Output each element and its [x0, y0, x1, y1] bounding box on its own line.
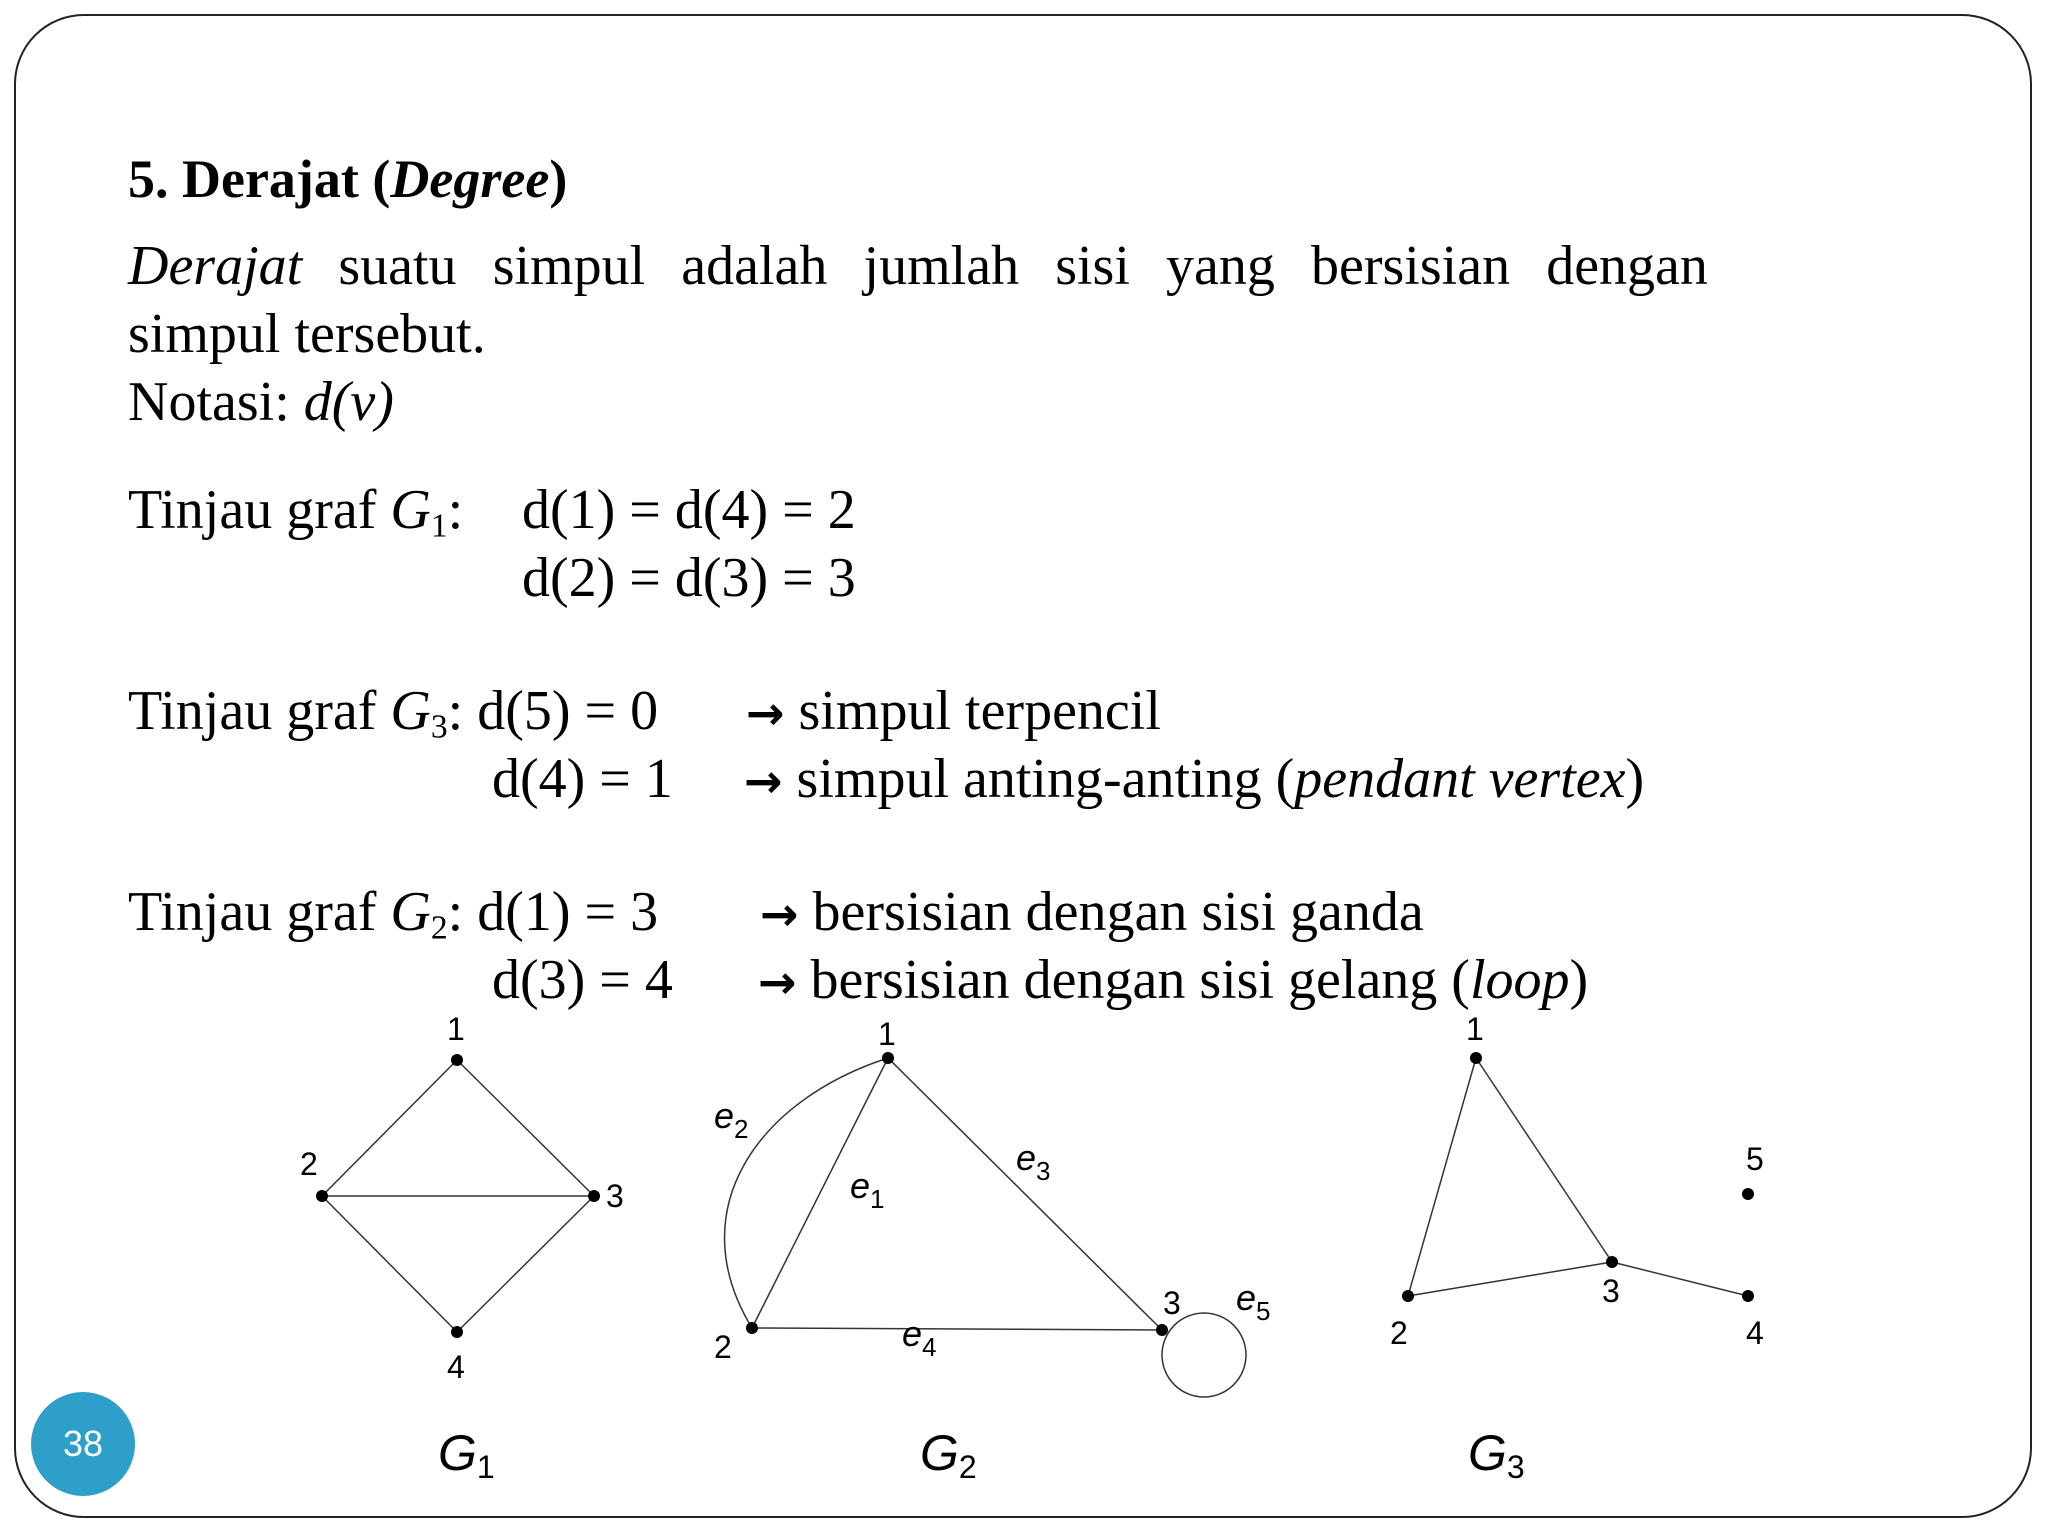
caption-letter: G: [1468, 1425, 1507, 1481]
edge-letter: e: [1016, 1137, 1037, 1178]
definition-word: jumlah: [863, 235, 1020, 297]
g2-edge-label-e2: [714, 1095, 749, 1144]
note-emphasis: pendant vertex: [1294, 748, 1626, 810]
graph-subscript: 3: [430, 708, 448, 746]
g1-edge-1-2: [322, 1060, 457, 1196]
definition-line-2: simpul tersebut.: [128, 303, 486, 365]
review-intro: Tinjau graf: [128, 680, 391, 742]
g3-vertex-4: [1742, 1290, 1754, 1302]
definition-word: suatu: [338, 235, 457, 297]
graph-letter: G: [390, 680, 431, 742]
g2-edge-e3: [888, 1058, 1162, 1330]
notation-argument: (v): [331, 371, 394, 433]
g1-caption: [438, 1425, 495, 1485]
caption-letter: G: [920, 1425, 959, 1481]
g2-vertex-label: 3: [1163, 1285, 1181, 1321]
graph-g1: [322, 1060, 594, 1332]
g3-vertices: [1402, 1052, 1754, 1302]
g2-vertices: [746, 1052, 1168, 1336]
heading-close: ): [549, 149, 568, 209]
graph-subscript: 1: [430, 507, 448, 545]
heading-text: 5. Derajat (: [128, 149, 391, 209]
g2-caption: [920, 1425, 977, 1485]
g1-vertex-1: [451, 1054, 463, 1066]
g3-caption: [1468, 1425, 1525, 1485]
g1-edge-1-3: [457, 1060, 594, 1196]
definition-word: yang: [1166, 235, 1275, 297]
g3-vertex-1: [1470, 1052, 1482, 1064]
g3-degree-line-2: d(4) = 1: [492, 748, 673, 810]
g1-vertex-label: 3: [606, 1178, 624, 1214]
graph-subscript: 2: [430, 909, 448, 947]
note-close: ): [1569, 949, 1589, 1011]
note-emphasis: loop: [1469, 949, 1570, 1011]
edge-letter: e: [1236, 1277, 1257, 1318]
heading-emphasis: Degree: [390, 149, 550, 209]
note-text: simpul anting-anting (: [796, 748, 1295, 810]
colon: :: [447, 680, 478, 742]
g2-edge-label-e1: [850, 1165, 885, 1214]
review-intro: Tinjau graf: [128, 479, 391, 541]
g2-degree-line-2: d(3) = 4: [492, 949, 673, 1011]
caption-letter: G: [438, 1425, 477, 1481]
definition-word: adalah: [681, 235, 828, 297]
note-text: bersisian dengan sisi gelang (: [810, 949, 1470, 1011]
arrow-right-icon: →: [760, 887, 799, 941]
notation-label: Notasi:: [128, 371, 304, 433]
g1-edge-3-4: [457, 1196, 594, 1332]
g2-vertex-2: [746, 1322, 758, 1334]
colon: :: [447, 881, 478, 943]
note-text: bersisian dengan sisi ganda: [812, 881, 1424, 943]
g2-vertex-label: 2: [714, 1329, 732, 1365]
degree-equation: d(5) = 0: [477, 680, 659, 742]
graph-letter: G: [390, 479, 431, 541]
arrow-right-icon: →: [746, 686, 785, 740]
g2-vertex-1: [882, 1052, 894, 1064]
g2-edge-label-e3: [1016, 1137, 1051, 1186]
g2-vertex-label: 1: [878, 1016, 896, 1052]
colon: :: [447, 479, 464, 541]
page-number-badge: 38: [31, 1392, 135, 1496]
g2-edge-e4: [752, 1328, 1162, 1330]
graph-g3: [1408, 1058, 1748, 1296]
definition-word: dengan: [1546, 235, 1708, 297]
edge-letter: e: [902, 1313, 923, 1354]
edge-subscript: 2: [734, 1114, 749, 1144]
arrow-right-icon: →: [744, 754, 783, 808]
g1-degree-line-1: d(1) = d(4) = 2: [522, 479, 856, 541]
g1-degree-line-2: d(2) = d(3) = 3: [522, 547, 856, 609]
notation-function: d: [303, 371, 332, 433]
g2-vertex-3: [1156, 1324, 1168, 1336]
definition-word: sisi: [1055, 235, 1130, 297]
g1-edge-2-4: [322, 1196, 457, 1332]
edge-subscript: 4: [922, 1332, 937, 1362]
g3-vertex-2: [1402, 1290, 1414, 1302]
degree-equation: d(1) = 3: [477, 881, 659, 943]
g1-vertex-2: [316, 1190, 328, 1202]
g3-vertex-label: 4: [1746, 1315, 1764, 1351]
edge-subscript: 5: [1256, 1296, 1271, 1326]
g3-vertex-5: [1742, 1188, 1754, 1200]
g3-edge-3-4: [1612, 1262, 1748, 1296]
edge-subscript: 3: [1036, 1156, 1051, 1186]
g1-vertex-label: 2: [300, 1146, 318, 1182]
review-intro: Tinjau graf: [128, 881, 391, 943]
graph-g2: [725, 1058, 1246, 1397]
g1-vertex-4: [451, 1326, 463, 1338]
g3-vertex-3: [1606, 1256, 1618, 1268]
g2-edge-label-e4: [902, 1313, 937, 1362]
g1-vertex-3: [588, 1190, 600, 1202]
g1-vertex-label: 4: [447, 1349, 465, 1385]
g3-edge-1-3: [1476, 1058, 1612, 1262]
g3-edge-1-2: [1408, 1058, 1476, 1296]
g3-vertex-label: 1: [1466, 1011, 1484, 1047]
edge-letter: e: [850, 1165, 871, 1206]
arrow-right-icon: →: [758, 955, 797, 1009]
g3-vertex-label: 5: [1746, 1141, 1764, 1177]
definition-word: bersisian: [1311, 235, 1511, 297]
g2-edge-e5-loop: [1162, 1313, 1246, 1397]
g1-vertex-label: 1: [447, 1011, 465, 1047]
g3-edge-2-3: [1408, 1262, 1612, 1296]
g3-vertex-label: 3: [1602, 1273, 1620, 1309]
note-close: ): [1625, 748, 1645, 810]
caption-subscript: 2: [958, 1449, 977, 1485]
edge-letter: e: [714, 1095, 735, 1136]
graph-letter: G: [390, 881, 431, 943]
definition-word: simpul: [492, 235, 646, 297]
definition-term: Derajat: [128, 235, 303, 297]
note-text: simpul terpencil: [798, 680, 1161, 742]
g2-edge-label-e5: [1236, 1277, 1271, 1326]
edge-subscript: 1: [870, 1184, 885, 1214]
g3-vertex-label: 2: [1390, 1315, 1408, 1351]
caption-subscript: 3: [1506, 1449, 1525, 1485]
caption-subscript: 1: [476, 1449, 495, 1485]
